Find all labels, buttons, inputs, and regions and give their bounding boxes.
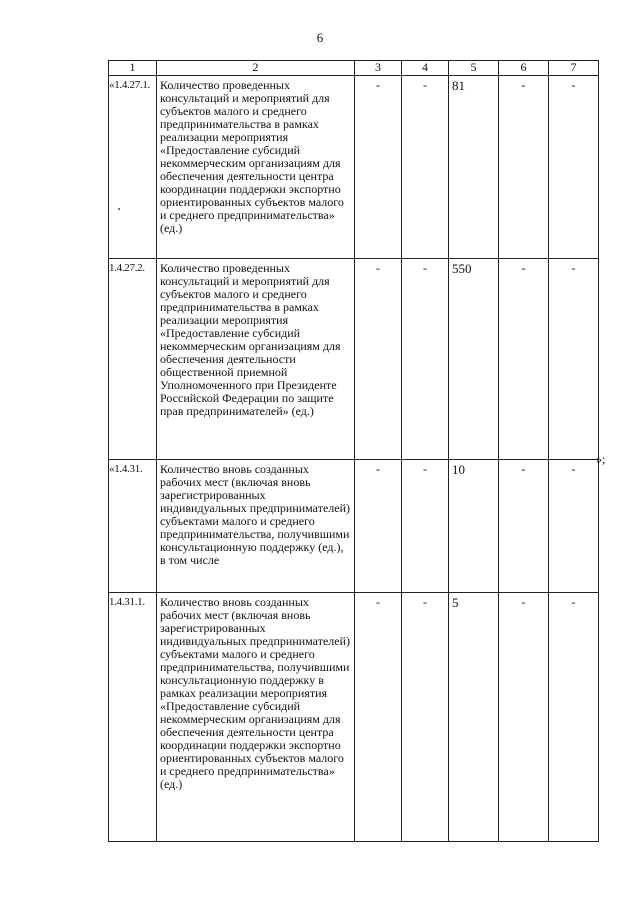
indicators-table [108, 60, 599, 842]
row-col-7: - [549, 460, 599, 593]
table-row [109, 259, 599, 460]
table-row [109, 76, 599, 259]
row-description: Количество вновь созданных рабочих мест (включая вновь зарегистрированных индивидуальных предпринимателей) субъектами малого и среднего предпринимательства, получившими консультационную поддержку (ед.), в том числе [157, 460, 355, 593]
row-col-5-value: 550 [449, 259, 499, 460]
header-col-4: 4 [402, 61, 449, 76]
row-col-6: - [499, 259, 549, 460]
row-col-4: - [402, 593, 449, 842]
row-closing-quote: »; [596, 452, 606, 466]
row-code: 1.4.31.1. [109, 593, 157, 842]
row-code: 1.4.27.2. [109, 259, 157, 460]
header-col-1: 1 [109, 61, 157, 76]
row-col-6: - [499, 460, 549, 593]
row-col-3: - [355, 460, 402, 593]
row-description: Количество проведенных консультаций и мероприятий для субъектов малого и среднего предпринимательства в рамках реализации мероприятия «Предоставление субсидий некоммерческим организациям для обеспечения деятельности общественной приемной Уполномоченного при Президенте Российской Федерации по защите прав предпринимателей» (ед.) [157, 259, 355, 460]
row-col-5-value: 81 [449, 76, 499, 259]
row-col-7: - [549, 259, 599, 460]
row-col-4: - [402, 76, 449, 259]
row-col-6: - [499, 593, 549, 842]
header-col-6: 6 [499, 61, 549, 76]
header-row [109, 61, 599, 76]
row-col-5-value: 10 [449, 460, 499, 593]
row-code: «1.4.27.1. [109, 76, 157, 259]
table-row [109, 460, 599, 593]
row-description: Количество вновь созданных рабочих мест (включая вновь зарегистрированных индивидуальных предпринимателей) субъектами малого и среднего предпринимательства, получившими консультационную поддержку в рамках реализации мероприятия «Предоставление субсидий некоммерческим организациям для обеспечения деятельности центра координации поддержки экспортно ориентированных субъектов малого и среднего предпринимательства» (ед.) [157, 593, 355, 842]
row-description: Количество проведенных консультаций и мероприятий для субъектов малого и среднего предпринимательства в рамках реализации мероприятия «Предоставление субсидий некоммерческим организациям для обеспечения деятельности центра координации поддержки экспортно ориентированных субъектов малого и среднего предпринимательства» (ед.) [157, 76, 355, 259]
row-col-7: - [549, 593, 599, 842]
row-code: «1.4.31. [109, 460, 157, 593]
row-col-7: - [549, 76, 599, 259]
row-col-4: - [402, 259, 449, 460]
table-row [109, 593, 599, 842]
row-col-6: - [499, 76, 549, 259]
row-col-5-value: 5 [449, 593, 499, 842]
header-col-7: 7 [549, 61, 599, 76]
header-col-2: 2 [157, 61, 355, 76]
header-col-5: 5 [449, 61, 499, 76]
header-col-3: 3 [355, 61, 402, 76]
page-number: 6 [316, 30, 324, 45]
row-col-3: - [355, 259, 402, 460]
row-col-3: - [355, 593, 402, 842]
row-col-4: - [402, 460, 449, 593]
row-col-3: - [355, 76, 402, 259]
